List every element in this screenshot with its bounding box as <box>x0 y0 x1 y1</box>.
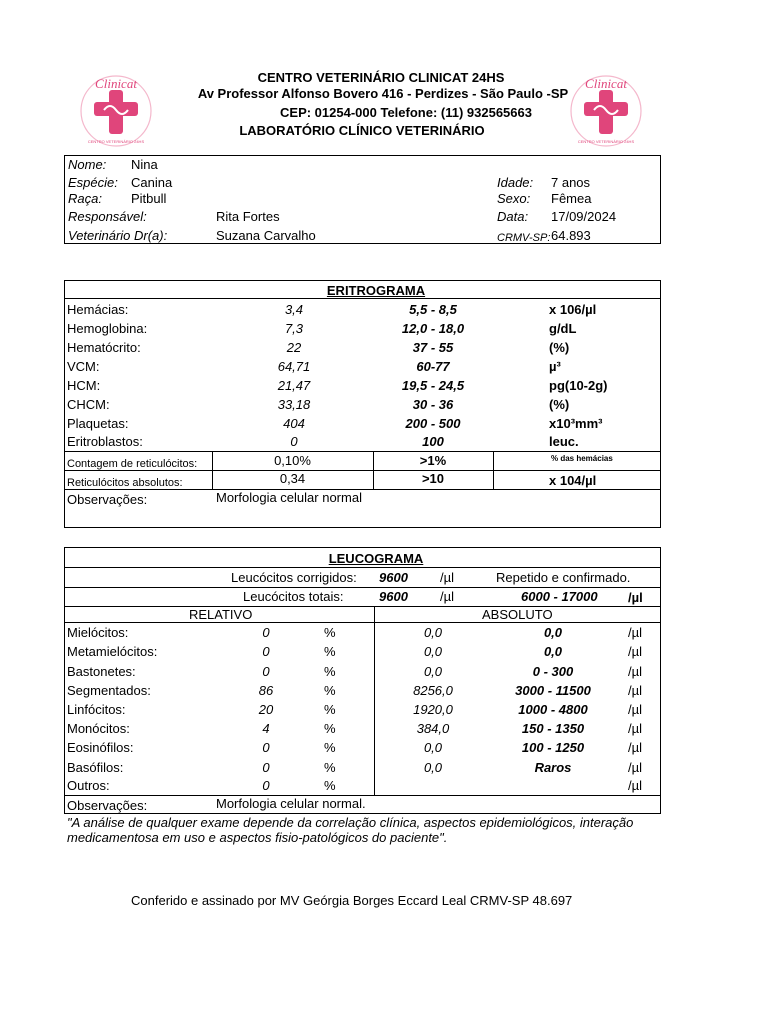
leuco-row-unit: /µl <box>628 778 642 793</box>
eritro-row-label: Hemácias: <box>67 302 129 317</box>
svg-text:Clinicat: Clinicat <box>585 76 627 91</box>
leuco-row-absolute: 8256,0 <box>413 683 453 698</box>
leuco-row-unit: /µl <box>628 683 642 698</box>
leuco-row-unit: /µl <box>628 760 642 775</box>
divider <box>64 606 661 607</box>
divider <box>64 622 661 623</box>
leuco-row-absolute: 0,0 <box>423 664 443 679</box>
eritro-row-value: 22 <box>286 340 302 355</box>
eritro-row-label: CHCM: <box>67 397 110 412</box>
retic-label: Contagem de reticulócitos: <box>67 458 198 470</box>
sex-value: Fêmea <box>551 191 592 206</box>
leuco-row-ref: 0,0 <box>543 625 563 640</box>
total-ref: 6000 - 17000 <box>521 589 598 604</box>
leuco-row-percent: % <box>324 760 336 775</box>
eritro-row-label: VCM: <box>67 359 100 374</box>
divider <box>374 606 375 795</box>
absolute-header: ABSOLUTO <box>482 607 553 622</box>
leuco-row-unit: /µl <box>628 664 642 679</box>
eritro-obs-value: Morfologia celular normal <box>216 490 362 505</box>
eritro-row-unit: (%) <box>549 397 570 412</box>
leuco-row-ref: 3000 - 11500 <box>515 683 591 698</box>
leuco-row-label: Bastonetes: <box>67 664 136 679</box>
divider <box>493 451 494 489</box>
divider <box>64 567 661 568</box>
leucograma-title: LEUCOGRAMA <box>328 551 424 566</box>
leuco-row-relative: 0 <box>262 760 270 775</box>
leuco-row-absolute: 1920,0 <box>413 702 453 717</box>
retic-ref: >1% <box>419 453 447 468</box>
eritro-row-unit: leuc. <box>549 434 579 449</box>
signature-line: Conferido e assinado por MV Geórgia Borges Eccard Leal CRMV-SP 48.697 <box>131 893 573 908</box>
name-label: Nome: <box>68 157 107 172</box>
corr-note: Repetido e confirmado. <box>496 570 631 585</box>
eritro-row-label: Hemoglobina: <box>67 321 148 336</box>
leuco-row-relative: 86 <box>258 683 274 698</box>
corr-unit: /µl <box>440 570 454 585</box>
svg-text:Clinicat: Clinicat <box>95 76 137 91</box>
eritro-row-unit: x10³mm³ <box>549 416 603 431</box>
leuco-row-label: Eosinófilos: <box>67 740 134 755</box>
species-label: Espécie: <box>68 175 118 190</box>
species-value: Canina <box>131 175 173 190</box>
disclaimer-line-1: "A análise de qualquer exame depende da correlação clínica, aspectos epidemiológicos, interação <box>67 815 634 830</box>
eritro-row-ref: 100 <box>422 434 444 449</box>
eritro-row-ref: 5,5 - 8,5 <box>409 302 457 317</box>
leuco-row-ref: 0,0 <box>543 644 563 659</box>
owner-value: Rita Fortes <box>216 209 280 224</box>
leuco-row-unit: /µl <box>628 721 642 736</box>
leuco-row-label: Segmentados: <box>67 683 151 698</box>
eritro-row-ref: 19,5 - 24,5 <box>401 378 465 393</box>
eritro-row-value: 33,18 <box>277 397 311 412</box>
lab-subtitle: LABORATÓRIO CLÍNICO VETERINÁRIO <box>239 123 485 138</box>
eritro-row-unit: x 106/µl <box>549 302 597 317</box>
breed-value: Pitbull <box>131 191 167 206</box>
total-unit: /µl <box>440 589 454 604</box>
disclaimer-line-2: medicamentosa em uso e aspectos fisio-patológicos do paciente". <box>67 830 448 845</box>
total-label: Leucócitos totais: <box>243 589 344 604</box>
leuco-row-absolute: 0,0 <box>423 760 443 775</box>
age-value: 7 anos <box>551 175 591 190</box>
eritro-row-value: 0 <box>290 434 298 449</box>
retic-value: 0,10% <box>274 453 311 468</box>
relative-header: RELATIVO <box>189 607 253 622</box>
leuco-row-absolute: 0,0 <box>423 740 443 755</box>
date-label: Data: <box>497 209 529 224</box>
date-value: 17/09/2024 <box>551 209 617 224</box>
leuco-row-relative: 0 <box>262 778 270 793</box>
eritro-row-label: Hematócrito: <box>67 340 141 355</box>
leuco-row-absolute: 0,0 <box>423 644 443 659</box>
eritro-row-unit: (%) <box>549 340 570 355</box>
retic-unit: % das hemácias <box>551 454 613 463</box>
leuco-row-absolute: 0,0 <box>423 625 443 640</box>
leuco-row-unit: /µl <box>628 740 642 755</box>
corr-label: Leucócitos corrigidos: <box>231 570 357 585</box>
leuco-row-ref: 150 - 1350 <box>521 721 585 736</box>
eritro-row-ref: 12,0 - 18,0 <box>401 321 465 336</box>
eritro-row-unit: µ³ <box>549 359 561 374</box>
leuco-row-absolute: 384,0 <box>416 721 450 736</box>
name-value: Nina <box>131 157 158 172</box>
leuco-row-ref: Raros <box>534 760 572 775</box>
age-label: Idade: <box>497 175 534 190</box>
leuco-obs-label: Observações: <box>67 798 148 813</box>
eritro-row-ref: 30 - 36 <box>412 397 454 412</box>
leuco-row-relative: 0 <box>262 664 270 679</box>
eritro-row-unit: g/dL <box>549 321 577 336</box>
leuco-row-unit: /µl <box>628 625 642 640</box>
leuco-row-percent: % <box>324 721 336 736</box>
leuco-row-percent: % <box>324 778 336 793</box>
corr-value: 9600 <box>379 570 408 585</box>
eritro-row-label: HCM: <box>67 378 101 393</box>
eritro-obs-label: Observações: <box>67 492 148 507</box>
total-ref-unit: /µl <box>628 590 643 605</box>
leuco-row-label: Monócitos: <box>67 721 130 736</box>
eritro-row-label: Plaquetas: <box>67 416 129 431</box>
eritro-row-value: 3,4 <box>284 302 304 317</box>
retic-abs-unit: x 104/µl <box>549 473 597 488</box>
leuco-row-relative: 0 <box>262 644 270 659</box>
eritro-row-unit: pg(10-2g) <box>549 378 608 393</box>
crmv-label: CRMV-SP: <box>497 232 551 244</box>
owner-label: Responsável: <box>68 209 147 224</box>
svg-text:CENTRO VETERINÁRIO 24HS: CENTRO VETERINÁRIO 24HS <box>577 139 635 144</box>
leuco-row-unit: /µl <box>628 702 642 717</box>
vet-value: Suzana Carvalho <box>216 228 316 243</box>
clinic-title: CENTRO VETERINÁRIO CLINICAT 24HS <box>257 70 505 85</box>
eritro-row-value: 404 <box>283 416 305 431</box>
leuco-row-percent: % <box>324 740 336 755</box>
vet-label: Veterinário Dr(a): <box>68 228 168 243</box>
leuco-row-percent: % <box>324 625 336 640</box>
eritrograma-title: ERITROGRAMA <box>326 283 426 298</box>
breed-label: Raça: <box>68 191 102 206</box>
leuco-row-ref: 0 - 300 <box>532 664 574 679</box>
leuco-row-relative: 0 <box>262 625 270 640</box>
leuco-row-percent: % <box>324 702 336 717</box>
retic-abs-value: 0,34 <box>279 471 306 486</box>
eritro-row-ref: 200 - 500 <box>405 416 461 431</box>
eritro-row-value: 7,3 <box>284 321 304 336</box>
eritro-row-ref: 60-77 <box>416 359 450 374</box>
clinic-address: Av Professor Alfonso Bovero 416 - Perdizes - São Paulo -SP <box>197 86 569 101</box>
leuco-row-label: Linfócitos: <box>67 702 126 717</box>
clinic-contact: CEP: 01254-000 Telefone: (11) 932565663 <box>280 105 532 120</box>
leuco-row-ref: 100 - 1250 <box>521 740 585 755</box>
leuco-row-percent: % <box>324 683 336 698</box>
leuco-row-ref: 1000 - 4800 <box>518 702 588 717</box>
eritro-row-ref: 37 - 55 <box>412 340 454 355</box>
leuco-row-label: Mielócitos: <box>67 625 129 640</box>
eritro-row-value: 21,47 <box>277 378 311 393</box>
divider <box>64 587 661 588</box>
divider <box>64 298 661 299</box>
leuco-row-label: Basófilos: <box>67 760 124 775</box>
leuco-row-label: Metamielócitos: <box>67 644 158 659</box>
leuco-row-unit: /µl <box>628 644 642 659</box>
sex-label: Sexo: <box>497 191 531 206</box>
leuco-row-label: Outros: <box>67 778 110 793</box>
crmv-value: 64.893 <box>551 228 591 243</box>
retic-abs-ref: >10 <box>421 471 445 486</box>
leuco-row-percent: % <box>324 644 336 659</box>
eritro-row-label: Eritroblastos: <box>67 434 143 449</box>
svg-text:CENTRO VETERINÁRIO 24HS: CENTRO VETERINÁRIO 24HS <box>87 139 145 144</box>
eritro-row-value: 64,71 <box>277 359 311 374</box>
leuco-row-relative: 4 <box>262 721 270 736</box>
leuco-row-percent: % <box>324 664 336 679</box>
total-value: 9600 <box>379 589 408 604</box>
retic-abs-label: Reticulócitos absolutos: <box>67 477 183 489</box>
leuco-row-relative: 20 <box>258 702 274 717</box>
leuco-obs-value: Morfologia celular normal. <box>216 796 366 811</box>
leuco-row-relative: 0 <box>262 740 270 755</box>
